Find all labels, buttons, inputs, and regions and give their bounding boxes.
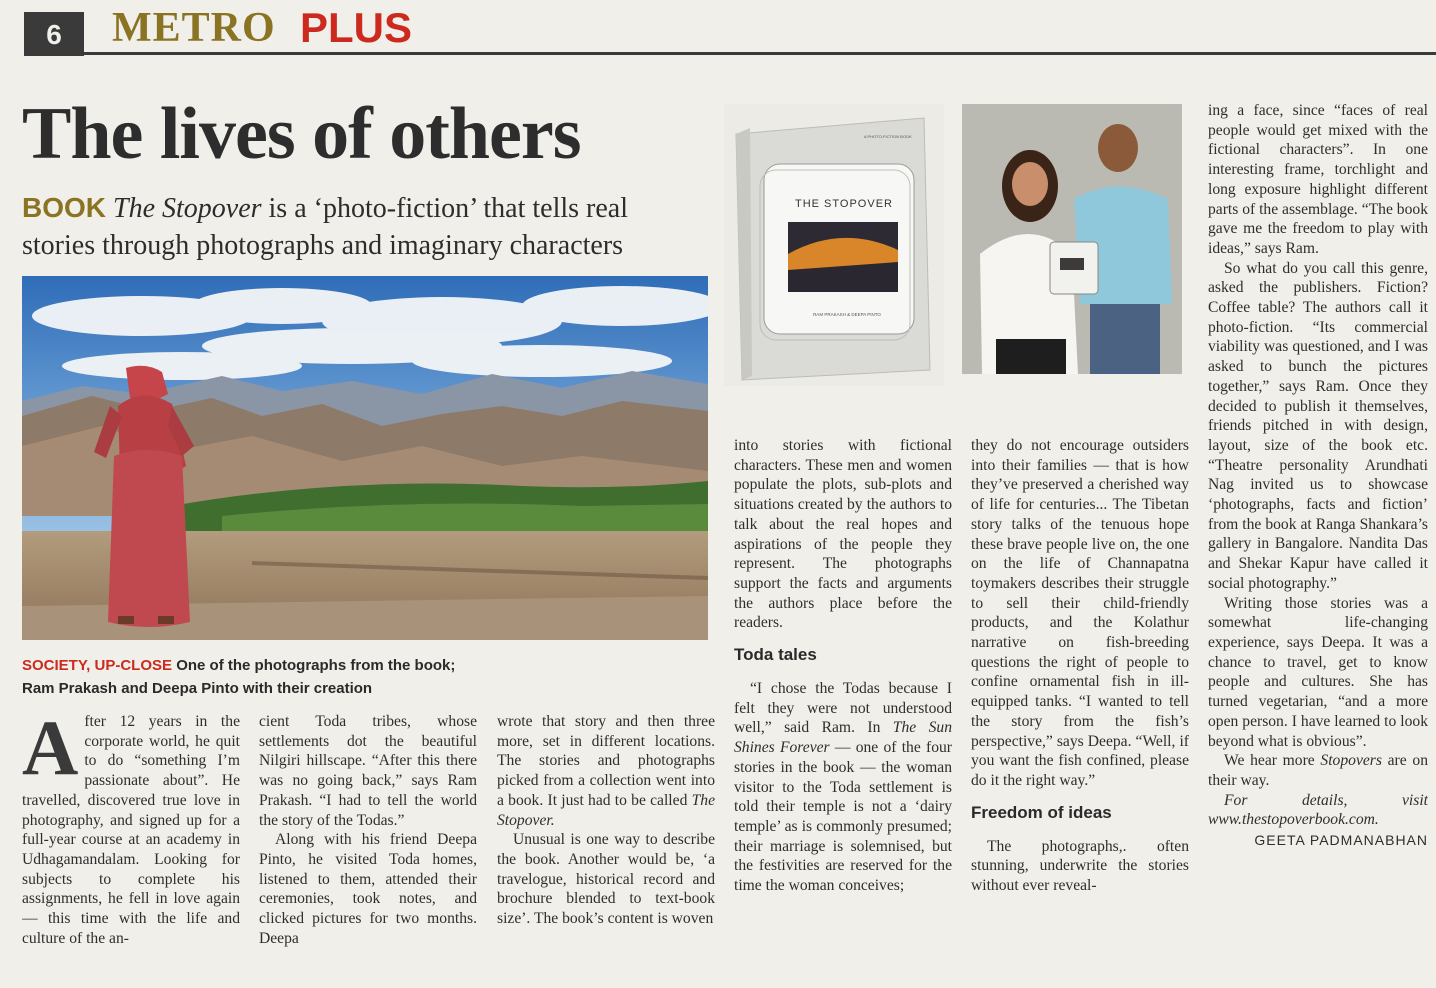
photo-caption: [22, 654, 482, 700]
article-paragraph: into stories with fictional characters. These men and women populate the plots, sub-plots and situations created by the authors to talk about the real hopes and aspirations of the people they represent. The photographs support the facts and arguments the authors place before the readers.: [734, 437, 952, 632]
byline: GEETA PADMANABHAN: [1254, 832, 1428, 849]
book-cover-photo: [724, 104, 944, 386]
subhead-toda-tales: Toda tales: [734, 645, 817, 665]
article-paragraph: they do not encourage outsiders into their families — that is how they’ve preserved a cherished way of life for centuries... The Tibetan story talks of the tenuous hope these brave people live on, the one on the life of Channapatna toymakers describes their struggle to sell their child-friendly products, and the Kolathur narrative on fish-breeding questions the right of people to confine ornamental fish in ill-equipped tanks. “I wanted to tell the story from the fish’s perspective,” says Deepa. “Well, if you want the fish confined, please do it the right way.”: [971, 437, 1189, 789]
book-cover-authors: RAM PRAKASH & DEEPA PINTO: [813, 312, 881, 317]
article-paragraph: Writing those stories was a somewhat life-changing experience, says Deepa. It was a chance to travel, get to know people and cultures. She has turned vegetarian, “and a more open person. I have learned to look beyond what is obvious”.: [1208, 594, 1428, 750]
page-number: 6: [24, 12, 84, 56]
article-column-3: [497, 712, 715, 972]
deck-book-title: The Stopover: [113, 193, 262, 224]
article-column-6: [1208, 101, 1428, 973]
book-cover-badge: A PHOTO-FICTION BOOK: [864, 134, 912, 139]
article-paragraph: The photographs,. often stunning, underwrite the stories without ever reveal-: [971, 837, 1189, 895]
masthead-plus: PLUS: [300, 4, 413, 51]
deck-kicker: BOOK: [22, 192, 106, 223]
article-paragraph: ing a face, since “faces of real people would get mixed with the fictional characters”. In one interesting frame, torchlight and long exposure highlight different parts of the assemblage. “The book gave me the freedom to play with ideas,” says Ram.: [1208, 102, 1428, 257]
article-column-1: [22, 712, 240, 972]
masthead-metro: METRO: [112, 5, 276, 51]
deck-text: is a ‘photo-fiction’ that tells real stories through photographs and imaginary characters: [22, 193, 629, 261]
headline: The lives of others: [22, 93, 581, 175]
article-column-2: [259, 712, 477, 972]
caption-text: One of the photographs from the book; Ram Prakash and Deepa Pinto with their creation: [22, 657, 456, 697]
article-paragraph: We hear more Stopovers are on their way.: [1208, 752, 1428, 789]
subhead-freedom-of-ideas: Freedom of ideas: [971, 802, 1112, 822]
article-paragraph: cient Toda tribes, whose settlements dot the beautiful Nilgiri hillscape. “After this there was no going back,” says Ram Prakash. “I had to tell the world the story of the Todas.”: [259, 713, 477, 829]
book-cover-title: THE STOPOVER: [795, 198, 893, 210]
caption-kicker: SOCIETY, UP-CLOSE: [22, 657, 173, 674]
main-photo-ladakh-landscape: [22, 276, 708, 640]
article-paragraph: “I chose the Todas because I felt they were not understood well,” said Ram. In The Sun Shines Forever — one of the four stories in the book — the woman visitor to the Toda settlement is told their temple is not a ‘dairy temple’ as is commonly presumed; their marriage is solemnised, but the festivities are reserved for the time the woman conceives;: [734, 680, 952, 895]
article-col1-text: fter 12 years in the corporate world, he quit to do “something I’m passionate about”. He travelled, discovered true love in photography, and signed up for a full-year course at an academy in Udhagamandalam. Looking for subjects to complete his assignments, he fell in love again — this time with the life and culture of the an-: [22, 713, 240, 947]
article-column-4: [734, 436, 952, 972]
article-paragraph: Along with his friend Deepa Pinto, he visited Toda homes, listened to them, attended their ceremonies, took notes, and clicked pictures for two months. Deepa: [259, 831, 477, 947]
drop-cap: A: [22, 712, 79, 791]
masthead-rule: [84, 52, 1436, 55]
deck: [22, 190, 702, 264]
article-paragraph: Unusual is one way to describe the book. Another would be, ‘a travelogue, historical record and brochure blended to text-book size’. The book’s content is woven: [497, 831, 715, 928]
article-column-5: [971, 436, 1189, 972]
article-paragraph: So what do you call this genre, asked the publishers. Fiction? Coffee table? The authors call it photo-fiction. “Its commercial viability was questioned, and I was asked to bunch the pictures together,” says Ram. Once they decided to publish it themselves, friends pitched in with design, layout, size of the book etc. “Theatre personality Arundhati Nag invited us to showcase ‘photographs, facts and fiction’ from the book at Ranga Shankara’s gallery in Bangalore. Nandita Das and Shekar Kapur have called it social photography.”: [1208, 259, 1428, 592]
details-link[interactable]: For details, visit www.thestopoverbook.com.: [1208, 791, 1428, 829]
article-paragraph: wrote that story and then three more, set in different locations. The stories and photographs picked from a collection went into a book. It just had to be called The Stopover.: [497, 713, 715, 829]
authors-photo: [962, 104, 1182, 374]
